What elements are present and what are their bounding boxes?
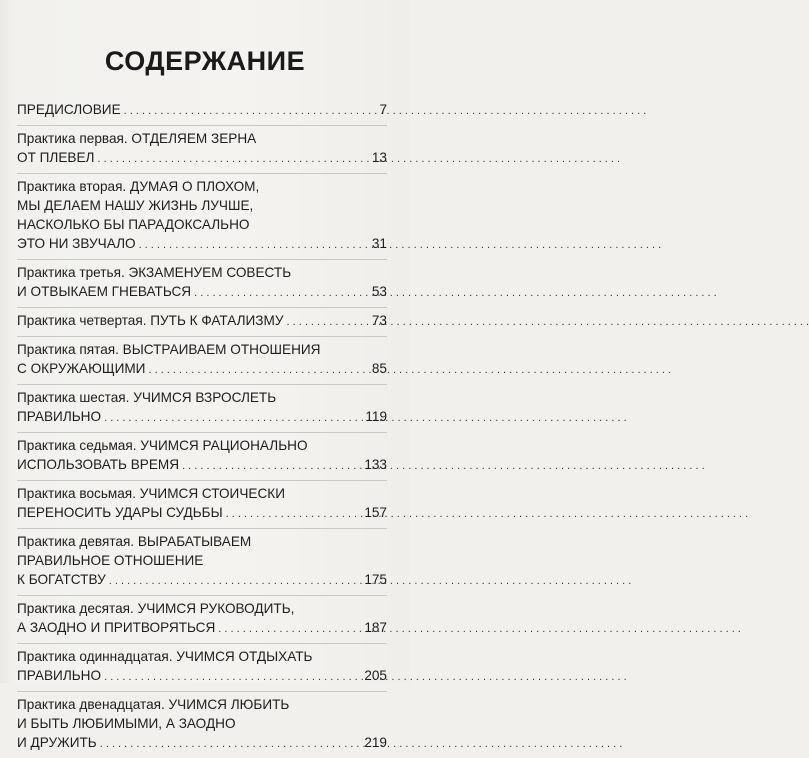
toc-entry-text: ПРЕДИСЛОВИЕ [17, 102, 121, 117]
toc-entry-text: ПРАВИЛЬНОЕ ОТНОШЕНИЕ [17, 553, 204, 568]
toc-entry-text: И БЫТЬ ЛЮБИМЫМИ, А ЗАОДНО [17, 716, 236, 731]
toc-page-number: 133 [364, 457, 387, 472]
toc-entry-text: Практика девятая. ВЫРАБАТЫВАЕМ [17, 534, 252, 549]
toc-entry-text: ИСПОЛЬЗОВАТЬ ВРЕМЯ [17, 457, 180, 472]
toc-page-number: 13 [371, 150, 387, 165]
dot-leader [104, 666, 361, 687]
toc-entry-line [17, 647, 387, 666]
dot-leader [218, 618, 361, 639]
toc-entry-line [17, 263, 387, 282]
dot-leader [124, 100, 370, 121]
dot-leader [194, 282, 369, 303]
toc-entry [17, 596, 387, 644]
toc-page-number: 73 [371, 313, 387, 328]
toc-entry [17, 126, 387, 174]
toc-entry [17, 692, 387, 758]
toc-entry-line [17, 695, 387, 714]
toc-entry-line [17, 177, 387, 196]
toc-entry-line [17, 503, 387, 524]
toc-entry [17, 644, 387, 692]
toc-entry-line [17, 733, 387, 754]
toc-entry [17, 308, 387, 337]
dot-leader [97, 148, 368, 169]
toc-page-number: 31 [371, 236, 387, 251]
toc-entry-line [17, 311, 387, 332]
toc-entry [17, 529, 387, 596]
toc-entry-text: ПЕРЕНОСИТЬ УДАРЫ СУДЬБЫ [17, 505, 223, 520]
dot-leader [286, 311, 368, 332]
toc-entry-text: Практика восьмая. УЧИМСЯ СТОИЧЕСКИ [17, 486, 285, 501]
toc-entry-text: Практика первая. ОТДЕЛЯЕМ ЗЕРНА [17, 131, 257, 146]
toc-entry-text: МЫ ДЕЛАЕМ НАШУ ЖИЗНЬ ЛУЧШЕ, [17, 198, 254, 213]
toc-entry-text: И ОТВЫКАЕМ ГНЕВАТЬСЯ [17, 284, 192, 299]
dot-leader [182, 455, 361, 476]
toc-entry-text: Практика пятая. ВЫСТРАИВАЕМ ОТНОШЕНИЯ [17, 342, 321, 357]
toc-entry-text: К БОГАТСТВУ [17, 572, 106, 587]
toc-entry-text: ЭТО НИ ЗВУЧАЛО [17, 236, 136, 251]
toc-entry-line [17, 551, 387, 570]
toc-page-number: 175 [364, 572, 387, 587]
dot-leader [104, 407, 362, 428]
toc-entry-text: ПРАВИЛЬНО [17, 409, 102, 424]
toc-entry [17, 174, 387, 260]
toc-page-number: 119 [365, 409, 387, 424]
toc-entry-line [17, 570, 387, 591]
toc-entry-line [17, 234, 387, 255]
toc-entry-line [17, 196, 387, 215]
toc-entry-text: Практика десятая. УЧИМСЯ РУКОВОДИТЬ, [17, 601, 295, 616]
toc-entry-text: Практика третья. ЭКЗАМЕНУЕМ СОВЕСТЬ [17, 265, 292, 280]
toc-entry-text: А ЗАОДНО И ПРИТВОРЯТЬСЯ [17, 620, 216, 635]
toc-entry-text: Практика двенадцатая. УЧИМСЯ ЛЮБИТЬ [17, 697, 290, 712]
table-of-contents [17, 97, 387, 758]
toc-page-number: 157 [364, 505, 387, 520]
toc-entry-text: НАСКОЛЬКО БЫ ПАРАДОКСАЛЬНО [17, 217, 250, 232]
toc-entry-line [17, 100, 387, 121]
toc-entry [17, 337, 387, 385]
toc-entry [17, 97, 387, 126]
toc-entry-line [17, 129, 387, 148]
toc-page-number: 85 [371, 361, 387, 376]
dot-leader [139, 234, 369, 255]
toc-entry-line [17, 215, 387, 234]
toc-entry-text: И ДРУЖИТЬ [17, 735, 97, 750]
toc-entry-line [17, 388, 387, 407]
toc-page-number: 7 [379, 102, 387, 117]
toc-entry-line [17, 618, 387, 639]
dot-leader [100, 733, 362, 754]
toc-page-number: 205 [364, 668, 387, 683]
toc-entry-line [17, 436, 387, 455]
toc-page-number: 219 [364, 735, 387, 750]
toc-entry-line [17, 282, 387, 303]
toc-entry-line [17, 484, 387, 503]
toc-entry-text: Практика шестая. УЧИМСЯ ВЗРОСЛЕТЬ [17, 390, 277, 405]
dot-leader [109, 570, 362, 591]
toc-page-number: 187 [364, 620, 387, 635]
toc-entry-text: Практика четвертая. ПУТЬ К ФАТАЛИЗМУ [17, 313, 284, 328]
page-title: СОДЕРЖАНИЕ [104, 46, 306, 76]
toc-entry-text: Практика одиннадцатая. УЧИМСЯ ОТДЫХАТЬ [17, 649, 313, 664]
dot-leader [226, 503, 362, 524]
toc-entry [17, 260, 387, 308]
toc-page-number: 53 [371, 284, 387, 299]
toc-entry-text: ОТ ПЛЕВЕЛ [17, 150, 95, 165]
toc-entry-line [17, 359, 387, 380]
toc-entry-line [17, 666, 387, 687]
toc-entry-line [17, 532, 387, 551]
toc-entry-line [17, 714, 387, 733]
toc-entry [17, 481, 387, 529]
toc-entry-line [17, 340, 387, 359]
toc-entry-text: ПРАВИЛЬНО [17, 668, 102, 683]
toc-entry-line [17, 148, 387, 169]
toc-entry-text: Практика вторая. ДУМАЯ О ПЛОХОМ, [17, 179, 260, 194]
toc-entry [17, 385, 387, 433]
toc-entry-text: Практика седьмая. УЧИМСЯ РАЦИОНАЛЬНО [17, 438, 308, 453]
toc-entry-line [17, 407, 387, 428]
toc-entry-line [17, 455, 387, 476]
toc-entry [17, 433, 387, 481]
toc-entry-line [17, 599, 387, 618]
toc-entry-text: С ОКРУЖАЮЩИМИ [17, 361, 146, 376]
dot-leader [148, 359, 368, 380]
